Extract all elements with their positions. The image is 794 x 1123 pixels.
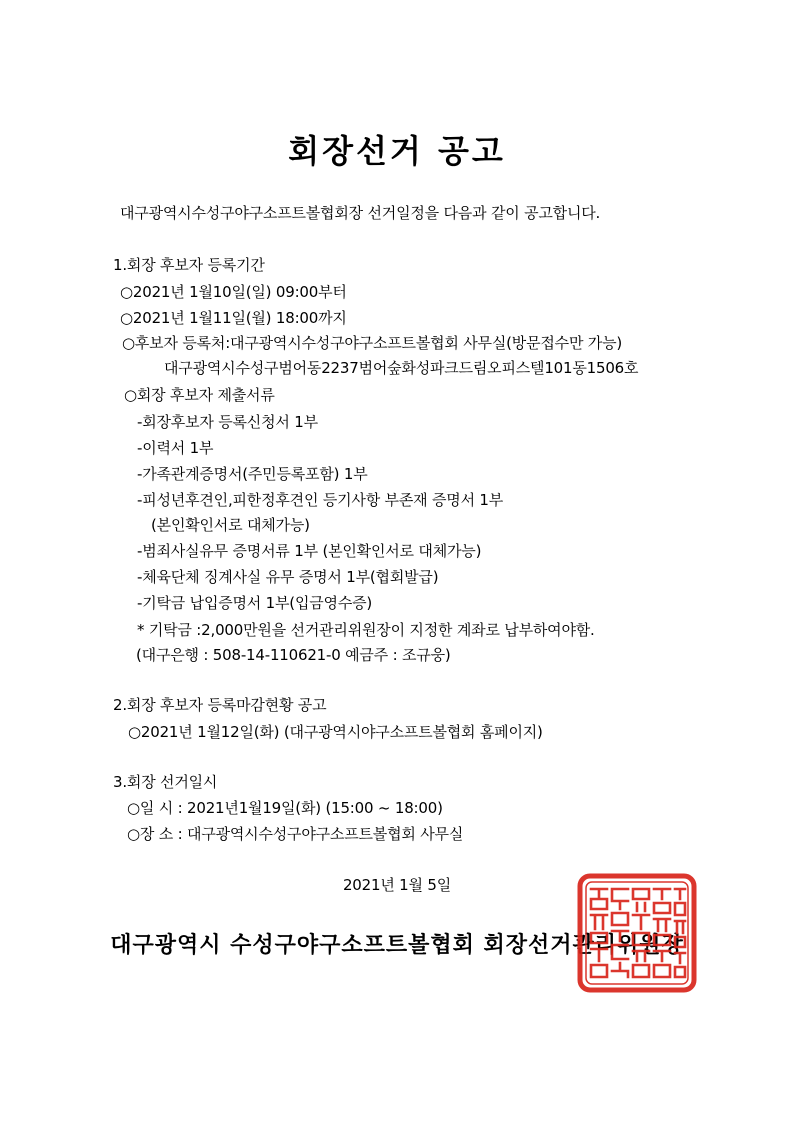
bank-account-note: (대구은행 : 508-14-110621-0 예금주 : 조규웅) (136, 646, 451, 664)
official-seal-icon (577, 873, 697, 993)
registration-start: ○2021년 1월10일(일) 09:00부터 (120, 283, 347, 301)
document-item-note: (본인확인서로 대체가능) (151, 516, 310, 534)
section-2-heading: 2.회장 후보자 등록마감현황 공고 (113, 696, 327, 714)
election-place: ○장 소 : 대구광역시수성구야구소프트볼협회 사무실 (127, 825, 464, 843)
section-3-heading: 3.회장 선거일시 (113, 773, 218, 791)
document-item: -체육단체 징계사실 유무 증명서 1부(협회발급) (137, 568, 439, 586)
document-item: -기탁금 납입증명서 1부(입금영수증) (137, 594, 373, 612)
document-item: -가족관계증명서(주민등록포함) 1부 (137, 465, 368, 483)
registration-end: ○2021년 1월11일(월) 18:00까지 (120, 309, 347, 327)
issue-date: 2021년 1월 5일 (342, 876, 452, 894)
registration-address: 대구광역시수성구범어동2237범어숲화성파크드림오피스텔101동1506호 (164, 359, 639, 377)
document-item: -회장후보자 등록신청서 1부 (137, 413, 318, 431)
document-item: -범죄사실유무 증명서류 1부 (본인확인서로 대체가능) (137, 542, 482, 560)
signature-line: 대구광역시 수성구야구소프트볼협회 회장선거관리위원장 (110, 932, 684, 958)
section-1-heading: 1.회장 후보자 등록기간 (113, 256, 265, 274)
announcement-date: ○2021년 1월12일(화) (대구광역시야구소프트볼협회 홈페이지) (128, 723, 543, 741)
election-datetime: ○일 시 : 2021년1월19일(화) (15:00 ~ 18:00) (127, 799, 443, 817)
document-title: 회장선거 공고 (288, 132, 506, 170)
registration-place: ○후보자 등록처:대구광역시수성구야구소프트볼협회 사무실(방문접수만 가능) (122, 334, 623, 352)
intro-text: 대구광역시수성구야구소프트볼협회장 선거일정을 다음과 같이 공고합니다. (120, 204, 601, 222)
required-documents-heading: ○회장 후보자 제출서류 (124, 386, 275, 404)
document-item: -피성년후견인,피한정후견인 등기사항 부존재 증명서 1부 (137, 491, 504, 509)
deposit-note: * 기탁금 :2,000만원을 선거관리위원장이 지정한 계좌로 납부하여야함. (137, 621, 595, 639)
document-item: -이력서 1부 (137, 439, 214, 457)
